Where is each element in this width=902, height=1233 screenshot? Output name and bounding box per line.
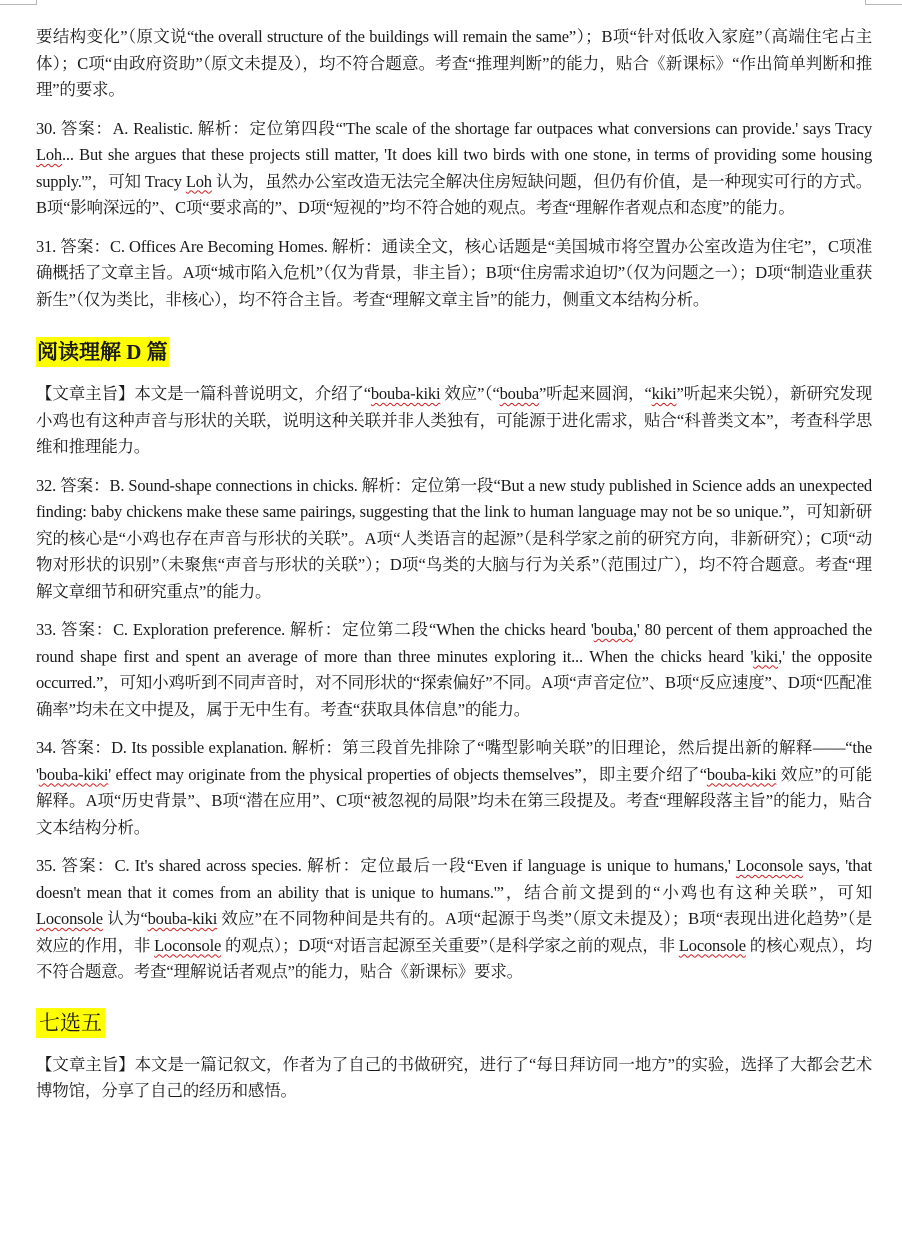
text-segment: 效应”（“	[440, 384, 500, 403]
text-segment: ,' 80 percent of them approached the round shape first and spent an average of more than three minutes exploring it... When the chicks heard '	[36, 620, 872, 666]
text-segment: ”听起来尖锐），新研究发现小鸡也有这种声音与形状的关联，说明这种关联并非人类独有，可能源于进化需求，贴合“科普类文本”，考查科学思维和推理能力。	[36, 384, 872, 456]
text-segment: 35. 答案：C. It's shared across species. 解析：定位最后一段“Even if language is unique to humans,'	[36, 856, 737, 875]
spellcheck-word[interactable]: bouba-kiki	[706, 764, 777, 784]
spellcheck-word[interactable]: Loconsole	[678, 935, 746, 955]
section-heading-wrap	[36, 1008, 872, 1038]
paragraph-q35-answer	[36, 853, 872, 986]
spellcheck-word[interactable]: kiki	[753, 646, 779, 666]
page-corner-mark-left	[0, 0, 37, 5]
paragraph-q33-answer	[36, 617, 872, 723]
spellcheck-word[interactable]: Loconsole	[736, 856, 803, 875]
text-segment: 的观点）；D项“对语言起源至关重要”（是科学家之前的观点，非	[221, 935, 679, 955]
paragraph-q32-answer: 32. 答案：B. Sound-shape connections in chicks. 解析：定位第一段“But a new study published in Science adds an unexpected finding: baby chickens make these same pairings, suggesting that the link to human language may not be so unique.”，可知新研究的核心是“小鸡也存在声音与形状的关联”。A项“人类语言的起源”（是科学家之前的研究方向，非新研究）；C项“动物对形状的识别”（未聚焦“声音与形状的关联”）；D项“鸟类的大脑与行为关系”（范围过广），均不符合题意。考查“理解文章细节和研究重点”的能力。	[36, 475, 872, 601]
text-segment: 34. 答案：D. Its possible explanation. 解析：第三段首先排除了“嘴型影响关联”的旧理论，然后提出新的解释——“the '	[36, 738, 872, 784]
text-segment: 33. 答案：C. Exploration preference. 解析：定位第二段“When the chicks heard '	[36, 620, 594, 639]
document-page	[36, 24, 872, 1117]
paragraph-q30-answer	[36, 116, 872, 222]
text-segment: ' effect may originate from the physical properties of objects themselves”，即主要介绍了“	[108, 764, 707, 784]
text-segment: 认为，虽然办公室改造无法完全解决住房短缺问题，但仍有价值，是一种现实可行的方式。B项“影响深远的”、C项“要求高的”、D项“短视的”均不符合她的观点。考查“理解作者观点和态度”的能力。	[36, 171, 872, 217]
section-heading-wrap	[36, 337, 872, 367]
section-heading-seven-choose-five: 七选五	[36, 1008, 105, 1038]
spellcheck-word[interactable]: kiki	[651, 384, 677, 403]
spellcheck-word[interactable]: Loconsole	[36, 909, 103, 928]
spellcheck-word[interactable]: bouba-kiki	[370, 384, 441, 403]
text-segment: 认为“	[102, 909, 148, 928]
spellcheck-word[interactable]: bouba-kiki	[147, 909, 218, 928]
page-corner-mark-right	[865, 0, 902, 5]
text-segment: 的核心观点），均不符合题意。考查“理解说话者观点”的能力，贴合《新课标》要求。	[36, 935, 873, 981]
text-segment: ,' the opposite occurred.”，可知小鸡听到不同声音时，对不同形状的“探索偏好”不同。A项“声音定位”、B项“反应速度”、D项“匹配准确率”均未在文中提及，属于无中生有。考查“获取具体信息”的能力。	[36, 646, 872, 719]
paragraph-d-summary	[36, 381, 872, 461]
paragraph-q29-continuation: 要结构变化”（原文说“the overall structure of the buildings will remain the same”）；B项“针对低收入家庭”（高端住宅占主体）；C项“由政府资助”（原文未提及），均不符合题意。考查“推理判断”的能力，贴合《新课标》“作出简单判断和推理”的要求。	[36, 27, 872, 99]
text-segment: 【文章主旨】本文是一篇科普说明文，介绍了“	[36, 384, 371, 403]
spellcheck-word[interactable]: Loh	[185, 171, 212, 191]
text-segment: 30. 答案：A. Realistic. 解析：定位第四段“'The scale of the shortage far outpaces what conversions can provide.' says Tracy	[36, 118, 872, 138]
text-segment: 效应”的可能解释。A项“历史背景”、B项“潜在应用”、C项“被忽视的局限”均未在第三段提及。考查“理解段落主旨”的能力，贴合文本结构分析。	[36, 764, 872, 837]
text-segment: 效应”在不同物种间是共有的。A项“起源于鸟类”（原文未提及）；B项“表现出进化趋势”（是效应的作用，非	[36, 909, 872, 955]
spellcheck-word[interactable]: bouba	[593, 620, 633, 639]
paragraph-q34-answer	[36, 735, 872, 841]
spellcheck-word[interactable]: bouba-kiki	[38, 764, 109, 784]
text-segment: ... But she argues that these projects still matter, 'It does kill two birds with one stone, in terms of providing some housing supply.'”，可知 Tracy	[36, 145, 872, 191]
paragraph-seven-summary: 【文章主旨】本文是一篇记叙文，作者为了自己的书做研究，进行了“每日拜访同一地方”的实验，选择了大都会艺术博物馆，分享了自己的经历和感悟。	[36, 1054, 872, 1100]
spellcheck-word[interactable]: bouba	[499, 384, 539, 403]
text-segment: ”听起来圆润，“	[538, 384, 652, 403]
text-segment: says, 'that doesn't mean that it comes from an ability that is unique to humans.'”，结合前文提到的“小鸡也有这种关联”，可知	[36, 856, 872, 902]
paragraph-q31-answer: 31. 答案：C. Offices Are Becoming Homes. 解析：通读全文，核心话题是“美国城市将空置办公室改造为住宅”，C项准确概括了文章主旨。A项“城市陷入危机”（仅为背景，非主旨）；B项“住房需求迫切”（仅为问题之一）；D项“制造业重获新生”（仅为类比，非核心），均不符合主旨。考查“理解文章主旨”的能力，侧重文本结构分析。	[36, 236, 872, 309]
spellcheck-word[interactable]: Loconsole	[154, 935, 222, 955]
spellcheck-word[interactable]: Loh	[36, 145, 62, 164]
section-heading-reading-d: 阅读理解 D 篇	[36, 337, 169, 367]
